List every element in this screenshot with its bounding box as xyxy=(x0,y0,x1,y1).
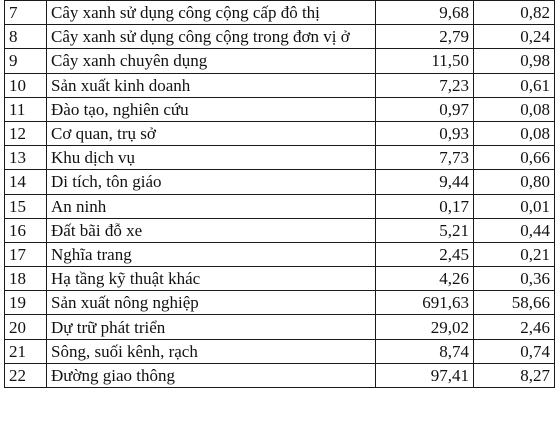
area-cell: 0,97 xyxy=(376,97,474,121)
table-body xyxy=(5,1,555,388)
percent-cell: 0,61 xyxy=(474,73,555,97)
row-number-cell: 8 xyxy=(5,25,47,49)
row-number-cell: 22 xyxy=(5,363,47,387)
row-number-cell: 9 xyxy=(5,49,47,73)
table-row xyxy=(5,49,555,73)
area-cell: 97,41 xyxy=(376,363,474,387)
table-row xyxy=(5,218,555,242)
area-cell: 7,73 xyxy=(376,146,474,170)
percent-cell: 0,74 xyxy=(474,339,555,363)
percent-cell: 0,01 xyxy=(474,194,555,218)
percent-cell: 0,44 xyxy=(474,218,555,242)
row-number-cell: 12 xyxy=(5,121,47,145)
land-type-cell: An ninh xyxy=(47,194,376,218)
land-type-cell: Sông, suối kênh, rạch xyxy=(47,339,376,363)
percent-cell: 0,98 xyxy=(474,49,555,73)
area-cell: 9,44 xyxy=(376,170,474,194)
land-type-cell: Cơ quan, trụ sở xyxy=(47,121,376,145)
percent-cell: 0,08 xyxy=(474,121,555,145)
land-type-cell: Đất bãi đỗ xe xyxy=(47,218,376,242)
area-cell: 4,26 xyxy=(376,267,474,291)
area-cell: 0,93 xyxy=(376,121,474,145)
row-number-cell: 7 xyxy=(5,1,47,25)
land-type-cell: Cây xanh chuyên dụng xyxy=(47,49,376,73)
table-row xyxy=(5,339,555,363)
percent-cell: 0,80 xyxy=(474,170,555,194)
land-type-cell: Hạ tầng kỹ thuật khác xyxy=(47,267,376,291)
land-type-cell: Di tích, tôn giáo xyxy=(47,170,376,194)
row-number-cell: 18 xyxy=(5,267,47,291)
row-number-cell: 19 xyxy=(5,291,47,315)
percent-cell: 0,24 xyxy=(474,25,555,49)
land-type-cell: Sản xuất kinh doanh xyxy=(47,73,376,97)
table-row xyxy=(5,267,555,291)
land-type-cell: Sản xuất nông nghiệp xyxy=(47,291,376,315)
table-row xyxy=(5,291,555,315)
row-number-cell: 16 xyxy=(5,218,47,242)
percent-cell: 2,46 xyxy=(474,315,555,339)
land-type-cell: Khu dịch vụ xyxy=(47,146,376,170)
land-type-cell: Nghĩa trang xyxy=(47,242,376,266)
percent-cell: 58,66 xyxy=(474,291,555,315)
land-use-table xyxy=(4,0,555,388)
percent-cell: 0,82 xyxy=(474,1,555,25)
row-number-cell: 15 xyxy=(5,194,47,218)
area-cell: 8,74 xyxy=(376,339,474,363)
row-number-cell: 10 xyxy=(5,73,47,97)
row-number-cell: 11 xyxy=(5,97,47,121)
area-cell: 11,50 xyxy=(376,49,474,73)
table-row xyxy=(5,146,555,170)
land-type-cell: Đào tạo, nghiên cứu xyxy=(47,97,376,121)
row-number-cell: 14 xyxy=(5,170,47,194)
row-number-cell: 21 xyxy=(5,339,47,363)
row-number-cell: 20 xyxy=(5,315,47,339)
row-number-cell: 13 xyxy=(5,146,47,170)
area-cell: 2,79 xyxy=(376,25,474,49)
area-cell: 2,45 xyxy=(376,242,474,266)
area-cell: 7,23 xyxy=(376,73,474,97)
table-row xyxy=(5,363,555,387)
area-cell: 0,17 xyxy=(376,194,474,218)
percent-cell: 0,36 xyxy=(474,267,555,291)
table-row xyxy=(5,315,555,339)
table-row xyxy=(5,1,555,25)
land-type-cell: Đường giao thông xyxy=(47,363,376,387)
land-type-cell: Cây xanh sử dụng công cộng cấp đô thị xyxy=(47,1,376,25)
percent-cell: 8,27 xyxy=(474,363,555,387)
area-cell: 9,68 xyxy=(376,1,474,25)
table-row xyxy=(5,242,555,266)
table-row xyxy=(5,97,555,121)
table-row xyxy=(5,73,555,97)
area-cell: 5,21 xyxy=(376,218,474,242)
table-row xyxy=(5,194,555,218)
row-number-cell: 17 xyxy=(5,242,47,266)
table-row xyxy=(5,121,555,145)
percent-cell: 0,08 xyxy=(474,97,555,121)
area-cell: 29,02 xyxy=(376,315,474,339)
land-type-cell: Cây xanh sử dụng công cộng trong đơn vị ở xyxy=(47,25,376,49)
table-row xyxy=(5,25,555,49)
percent-cell: 0,21 xyxy=(474,242,555,266)
table-row xyxy=(5,170,555,194)
percent-cell: 0,66 xyxy=(474,146,555,170)
area-cell: 691,63 xyxy=(376,291,474,315)
land-type-cell: Dự trữ phát triển xyxy=(47,315,376,339)
